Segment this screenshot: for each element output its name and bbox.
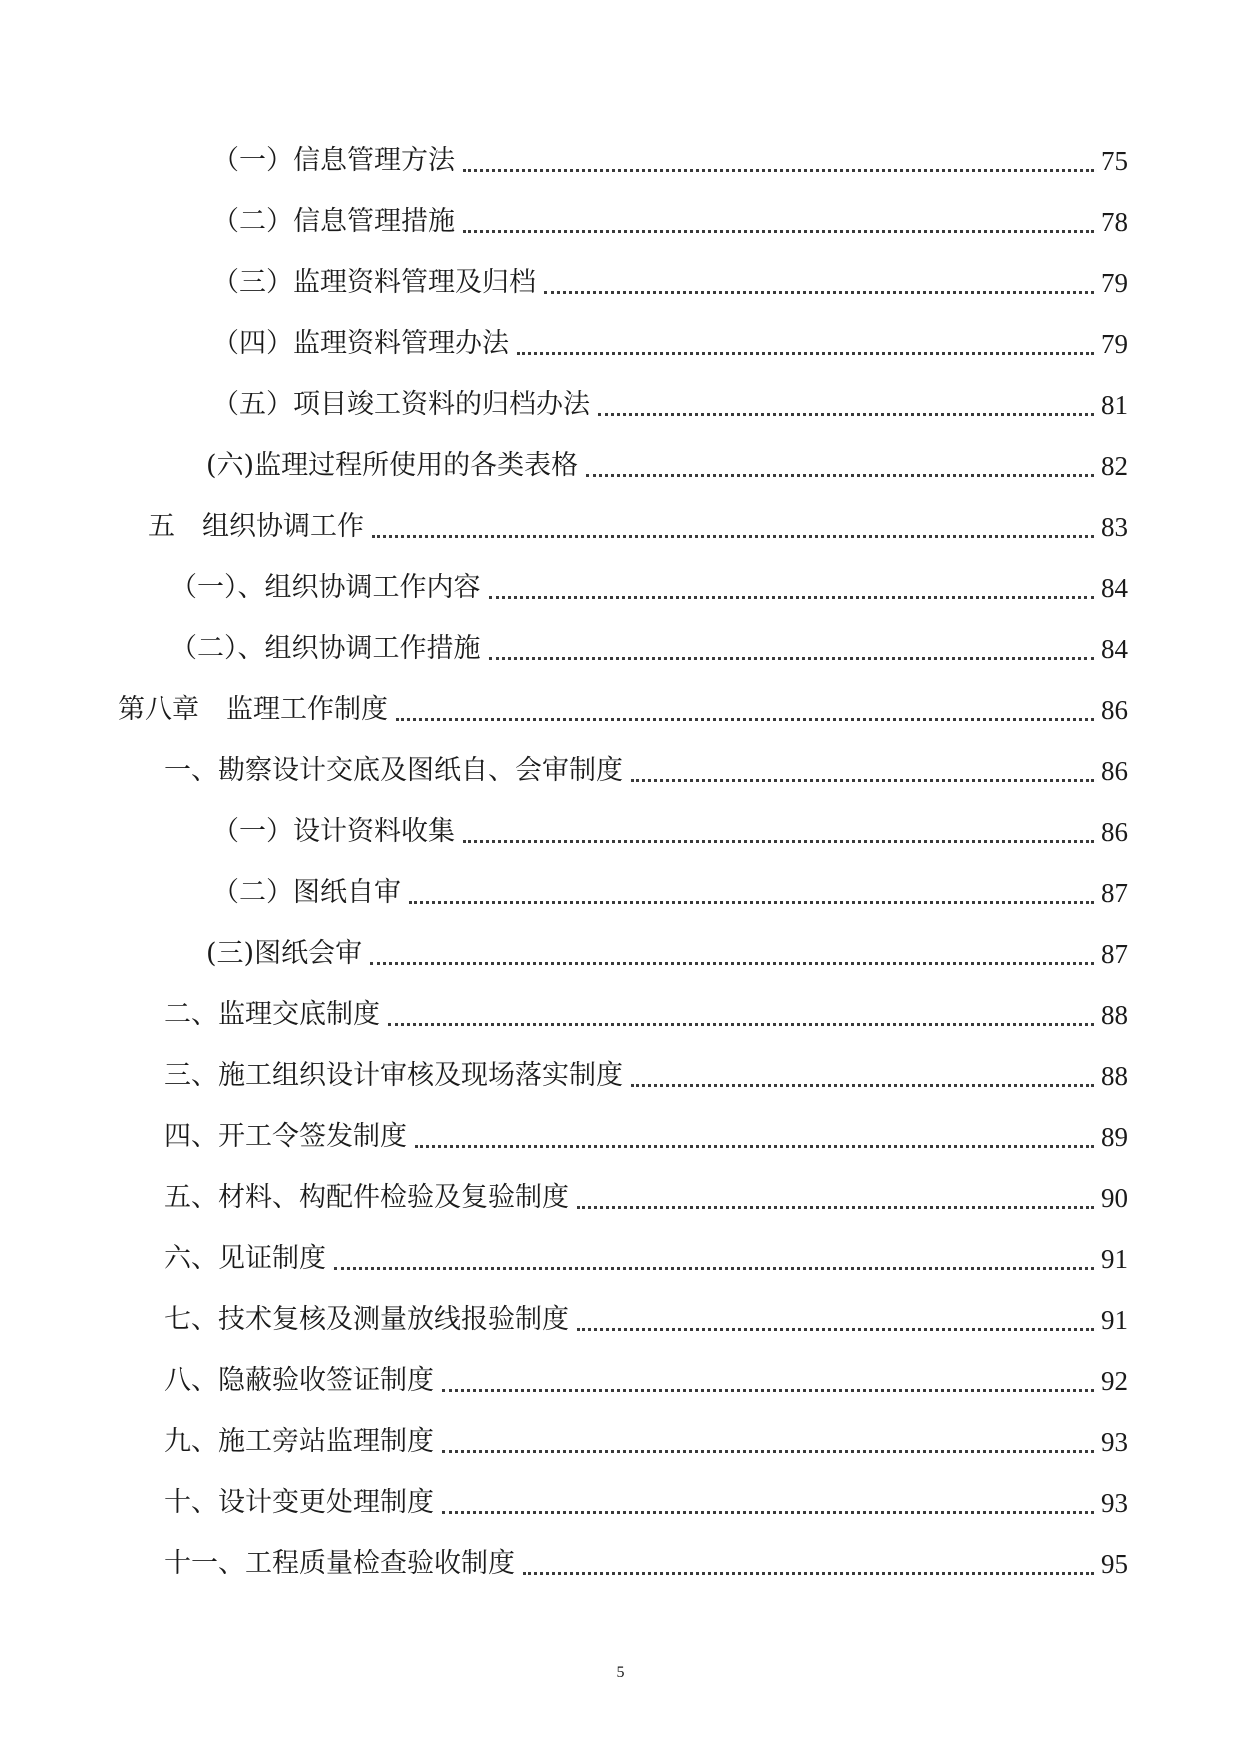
toc-entry[interactable]	[0, 754, 1128, 815]
toc-entry-page: 91	[1101, 1305, 1128, 1335]
toc-dot-leader	[523, 1541, 1094, 1575]
toc-entry-page: 82	[1101, 451, 1128, 481]
table-of-contents	[0, 144, 1241, 1608]
toc-entry-page: 95	[1101, 1549, 1128, 1579]
toc-entry-title: 四、开工令签发制度	[164, 1120, 415, 1154]
toc-entry-page: 83	[1101, 512, 1128, 542]
toc-entry[interactable]	[0, 1181, 1128, 1242]
toc-dot-leader	[489, 626, 1095, 660]
toc-entry-page: 92	[1101, 1366, 1128, 1396]
toc-entry-page: 79	[1101, 268, 1128, 298]
toc-dot-leader	[463, 138, 1094, 172]
toc-dot-leader	[517, 321, 1094, 355]
toc-entry-page: 84	[1101, 573, 1128, 603]
toc-entry-title: 一、勘察设计交底及图纸自、会审制度	[164, 754, 631, 788]
toc-dot-leader	[577, 1297, 1094, 1331]
toc-entry[interactable]	[0, 205, 1128, 266]
page-number: 5	[616, 1664, 625, 1681]
toc-entry[interactable]	[0, 1059, 1128, 1120]
toc-dot-leader	[463, 809, 1094, 843]
toc-dot-leader	[442, 1358, 1094, 1392]
toc-entry-title: （三）监理资料管理及归档	[212, 266, 544, 300]
toc-entry-page: 89	[1101, 1122, 1128, 1152]
toc-entry-page: 87	[1101, 878, 1128, 908]
toc-entry[interactable]	[0, 937, 1128, 998]
toc-entry-title: (六)监理过程所使用的各类表格	[206, 449, 586, 483]
toc-entry[interactable]	[0, 1486, 1128, 1547]
toc-entry-title: （一）信息管理方法	[212, 144, 463, 178]
toc-entry-title: （二）、组织协调工作措施	[170, 632, 489, 666]
toc-entry[interactable]	[0, 510, 1128, 571]
toc-entry-title: （二）图纸自审	[212, 876, 409, 910]
toc-dot-leader	[586, 443, 1094, 477]
toc-dot-leader	[631, 748, 1094, 782]
toc-entry[interactable]	[0, 327, 1128, 388]
toc-dot-leader	[489, 565, 1095, 599]
toc-entry-page: 86	[1101, 756, 1128, 786]
toc-entry-title: （二）信息管理措施	[212, 205, 463, 239]
toc-entry-title: 七、技术复核及测量放线报验制度	[164, 1303, 577, 1337]
toc-entry-title: （四）监理资料管理办法	[212, 327, 517, 361]
toc-dot-leader	[442, 1480, 1094, 1514]
toc-entry-title: （一）、组织协调工作内容	[170, 571, 489, 605]
toc-dot-leader	[372, 504, 1094, 538]
toc-entry[interactable]	[0, 1364, 1128, 1425]
toc-dot-leader	[463, 199, 1094, 233]
toc-entry[interactable]	[0, 1303, 1128, 1364]
toc-entry-title: （五）项目竣工资料的归档办法	[212, 388, 598, 422]
toc-entry-page: 78	[1101, 207, 1128, 237]
toc-entry[interactable]	[0, 815, 1128, 876]
toc-entry-title: 六、见证制度	[164, 1242, 334, 1276]
toc-entry-title: 第八章 监理工作制度	[118, 693, 396, 727]
toc-entry-title: 五 组织协调工作	[148, 510, 372, 544]
toc-entry-page: 86	[1101, 695, 1128, 725]
toc-entry-title: （一）设计资料收集	[212, 815, 463, 849]
toc-entry-page: 86	[1101, 817, 1128, 847]
toc-dot-leader	[370, 931, 1094, 965]
toc-dot-leader	[334, 1236, 1094, 1270]
toc-entry-page: 87	[1101, 939, 1128, 969]
toc-entry-page: 81	[1101, 390, 1128, 420]
toc-entry[interactable]	[0, 266, 1128, 327]
toc-dot-leader	[577, 1175, 1094, 1209]
toc-dot-leader	[544, 260, 1094, 294]
toc-entry-page: 93	[1101, 1488, 1128, 1518]
toc-entry-title: 九、施工旁站监理制度	[164, 1425, 442, 1459]
toc-entry-title: 十、设计变更处理制度	[164, 1486, 442, 1520]
toc-entry-title: 三、施工组织设计审核及现场落实制度	[164, 1059, 631, 1093]
toc-dot-leader	[598, 382, 1094, 416]
toc-entry[interactable]	[0, 1242, 1128, 1303]
toc-entry-title: 八、隐蔽验收签证制度	[164, 1364, 442, 1398]
toc-entry[interactable]	[0, 1547, 1128, 1608]
toc-entry-page: 88	[1101, 1061, 1128, 1091]
toc-entry[interactable]	[0, 876, 1128, 937]
toc-dot-leader	[442, 1419, 1094, 1453]
toc-entry-page: 84	[1101, 634, 1128, 664]
toc-entry[interactable]	[0, 693, 1128, 754]
toc-entry-page: 75	[1101, 146, 1128, 176]
toc-dot-leader	[396, 687, 1094, 721]
toc-entry[interactable]	[0, 1120, 1128, 1181]
toc-entry-page: 93	[1101, 1427, 1128, 1457]
toc-entry-title: (三)图纸会审	[206, 937, 370, 971]
toc-entry[interactable]	[0, 144, 1128, 205]
toc-entry-page: 91	[1101, 1244, 1128, 1274]
toc-entry[interactable]	[0, 1425, 1128, 1486]
toc-entry-title: 五、材料、构配件检验及复验制度	[164, 1181, 577, 1215]
toc-entry-page: 88	[1101, 1000, 1128, 1030]
toc-entry[interactable]	[0, 998, 1128, 1059]
toc-dot-leader	[415, 1114, 1094, 1148]
toc-entry-page: 79	[1101, 329, 1128, 359]
toc-dot-leader	[631, 1053, 1094, 1087]
toc-entry-page: 90	[1101, 1183, 1128, 1213]
toc-entry[interactable]	[0, 571, 1128, 632]
toc-entry[interactable]	[0, 388, 1128, 449]
toc-entry[interactable]	[0, 449, 1128, 510]
toc-dot-leader	[409, 870, 1094, 904]
toc-entry[interactable]	[0, 632, 1128, 693]
toc-entry-title: 十一、工程质量检查验收制度	[164, 1547, 523, 1581]
toc-entry-title: 二、监理交底制度	[164, 998, 388, 1032]
toc-dot-leader	[388, 992, 1094, 1026]
